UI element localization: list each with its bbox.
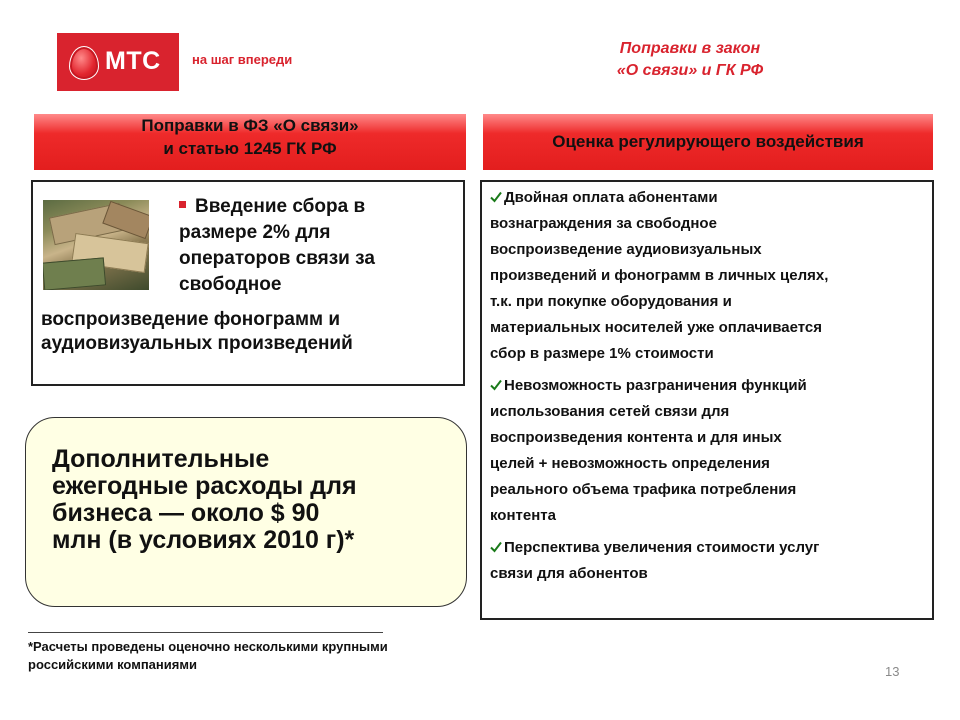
cost-callout	[25, 417, 467, 607]
amendment-continuation	[41, 308, 461, 356]
list-line: целей + невозможность определения	[490, 455, 770, 472]
bullet-line: свободное	[179, 274, 282, 295]
list-line: воспроизведения контента и для иных	[490, 429, 782, 446]
checkmark-icon	[490, 191, 502, 203]
logo-slogan: на шаг впереди	[192, 52, 293, 67]
callout-line: бизнеса — около $ 90	[52, 499, 320, 527]
callout-text	[52, 446, 452, 554]
left-header-line: Поправки в ФЗ «О связи»	[141, 116, 359, 135]
header-caption-line: «О связи» и ГК РФ	[616, 62, 764, 79]
footnote	[28, 638, 488, 674]
header-caption-line: Поправки в закон	[619, 40, 761, 57]
bullet-line: размере 2% для	[179, 222, 331, 243]
list-line: Перспектива увеличения стоимости услуг	[504, 539, 820, 556]
bullet-line: операторов связи за	[179, 248, 375, 269]
left-section-header	[34, 114, 466, 170]
callout-line: ежегодные расходы для	[52, 472, 357, 500]
footnote-divider	[28, 632, 383, 633]
amendment-box	[31, 180, 465, 386]
list-line: Двойная оплата абонентами	[504, 189, 718, 206]
list-line: вознаграждения за свободное	[490, 215, 717, 232]
continuation-line: аудиовизуальных произведений	[41, 333, 353, 354]
footnote-line: российскими компаниями	[28, 657, 197, 672]
amendment-bullet	[179, 194, 459, 298]
right-section-header: Оценка регулирующего воздействия	[483, 114, 933, 170]
list-line: контента	[490, 507, 556, 524]
list-line: использования сетей связи для	[490, 403, 730, 420]
list-line: реального объема трафика потребления	[490, 481, 797, 498]
list-line: связи для абонентов	[490, 565, 648, 582]
logo-brand-text: МТС	[105, 47, 161, 75]
left-header-line: и статью 1245 ГК РФ	[163, 139, 337, 158]
header-caption	[510, 38, 870, 82]
list-line: материальных носителей уже оплачивается	[490, 319, 822, 336]
money-image	[43, 200, 149, 290]
list-line: сбор в размере 1% стоимости	[490, 345, 714, 362]
footnote-line: *Расчеты проведены оценочно несколькими крупными	[28, 639, 388, 654]
checkmark-icon	[490, 541, 502, 553]
list-item	[490, 535, 922, 587]
checkmark-icon	[490, 379, 502, 391]
list-line: воспроизведение аудиовизуальных	[490, 241, 762, 258]
callout-line: Дополнительные	[52, 445, 270, 473]
list-line: т.к. при покупке оборудования и	[490, 293, 732, 310]
page-number: 13	[885, 664, 900, 679]
bullet-line: Введение сбора в	[195, 196, 366, 217]
list-item	[490, 373, 922, 529]
mts-egg-icon	[69, 46, 99, 80]
mts-logo	[57, 33, 179, 91]
impact-list	[490, 185, 922, 593]
impact-assessment-box	[480, 180, 934, 620]
bullet-square-icon	[179, 201, 186, 208]
list-line: произведений и фонограмм в личных целях,	[490, 267, 829, 284]
list-line: Невозможность разграничения функций	[504, 377, 807, 394]
list-item	[490, 185, 922, 367]
continuation-line: воспроизведение фонограмм и	[41, 309, 341, 330]
callout-line: млн (в условиях 2010 г)*	[52, 526, 355, 554]
